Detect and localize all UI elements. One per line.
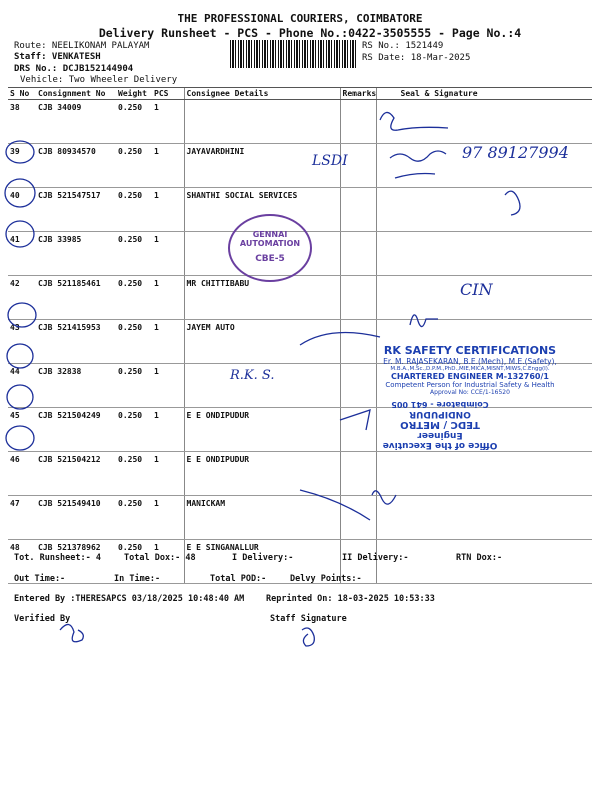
consignment-cell: CJB 521547517	[36, 188, 116, 232]
weight-cell: 0.250	[116, 100, 152, 144]
pcs-cell: 1	[152, 188, 184, 232]
drs-number: DRS No.: DCJB152144904	[14, 64, 134, 74]
stamp-inner-text: CBE-5	[255, 254, 285, 264]
sno-cell: 41	[8, 232, 36, 276]
col-consignee: Consignee Details	[184, 88, 340, 100]
stamp-line: CHARTERED ENGINEER M-132760/1	[391, 372, 549, 381]
rs-date: RS Date: 18-Mar-2025	[362, 53, 471, 63]
in-time: In Time:-	[114, 574, 161, 584]
col-pcs: PCS	[152, 88, 184, 100]
pcs-cell: 1	[152, 276, 184, 320]
weight-cell: 0.250	[116, 144, 152, 188]
consignment-cell: CJB 33985	[36, 232, 116, 276]
consignment-cell: CJB 521504249	[36, 408, 116, 452]
executive-engineer-stamp	[370, 400, 510, 450]
handwritten-phone: 97 89127994	[462, 143, 569, 162]
weight-cell: 0.250	[116, 232, 152, 276]
consignment-cell: CJB 80934570	[36, 144, 116, 188]
weight-cell: 0.250	[116, 452, 152, 496]
weight-cell: 0.250	[116, 408, 152, 452]
entered-by: Entered By :THERESAPCS 03/18/2025 10:48:40 AM	[14, 594, 245, 604]
round-company-stamp	[228, 214, 312, 282]
circle-mark	[8, 303, 36, 327]
runsheet-title: Delivery Runsheet - PCS - Phone No.:0422-3505555 - Page No.:4	[98, 26, 522, 40]
circle-mark	[6, 426, 34, 450]
circle-mark	[5, 179, 35, 207]
sno-cell: 48	[8, 540, 36, 584]
stamp-line: Office of the Executive Engineer	[382, 430, 498, 450]
reprinted-on: Reprinted On: 18-03-2025 10:53:33	[266, 594, 435, 604]
signature-scribble	[390, 151, 446, 161]
signature-scribble	[340, 410, 370, 430]
sno-cell: 46	[8, 452, 36, 496]
circle-mark	[6, 221, 34, 247]
consignment-cell: CJB 521549410	[36, 496, 116, 540]
consignee-cell: MR CHITTIBABU	[184, 276, 340, 320]
staff-signature-label: Staff Signature	[270, 614, 347, 624]
col-weight: Weight	[116, 88, 152, 100]
out-time: Out Time:-	[14, 574, 66, 584]
consignee-cell: JAYEM AUTO	[184, 320, 340, 364]
pcs-cell: 1	[152, 320, 184, 364]
consignee-cell: E E SINGANALLUR	[184, 540, 340, 584]
consignee-cell: JAYAVARDHINI	[184, 144, 340, 188]
handwritten-cin: CIN	[460, 280, 493, 299]
circle-mark	[7, 385, 33, 409]
i-delivery: I Delivery:-	[232, 553, 294, 563]
sno-cell: 43	[8, 320, 36, 364]
consignee-cell: SHANTHI SOCIAL SERVICES	[184, 188, 340, 232]
total-pod: Total POD:-	[210, 574, 267, 584]
company-title: THE PROFESSIONAL COURIERS, COIMBATORE	[177, 12, 423, 25]
rtn-dox: RTN Dox:-	[456, 553, 503, 563]
pcs-cell: 1	[152, 452, 184, 496]
stamp-line: Approval No: CCE/1-16520	[430, 389, 510, 396]
staff-signature-mark	[302, 628, 314, 646]
signature-scribble	[505, 191, 520, 215]
verified-signature	[60, 624, 83, 641]
consignment-cell: CJB 34009	[36, 100, 116, 144]
consignee-cell: MANICKAM	[184, 496, 340, 540]
col-sno: S No	[8, 88, 36, 100]
col-seal-signature: Seal & Signature	[376, 88, 592, 100]
pcs-cell: 1	[152, 408, 184, 452]
col-remarks: Remarks	[340, 88, 376, 100]
weight-cell: 0.250	[116, 496, 152, 540]
weight-cell: 0.250	[116, 320, 152, 364]
pcs-cell: 1	[152, 540, 184, 584]
sno-cell: 39	[8, 144, 36, 188]
staff: Staff: VENKATESH	[14, 52, 101, 62]
weight-cell: 0.250	[116, 364, 152, 408]
sno-cell: 42	[8, 276, 36, 320]
consignment-cell: CJB 521185461	[36, 276, 116, 320]
stamp-line: TEDC / METRO	[400, 419, 480, 430]
pcs-cell: 1	[152, 100, 184, 144]
signature-scribble	[380, 112, 448, 130]
consignment-cell: CJB 521415953	[36, 320, 116, 364]
signature-scribble	[410, 315, 438, 327]
stamp-line: Er. M. RAJASEKARAN, B.E.(Mech), M.E.(Safety),	[383, 357, 557, 366]
pcs-cell: 1	[152, 364, 184, 408]
consignment-cell: CJB 521378962	[36, 540, 116, 584]
weight-cell: 0.250	[116, 276, 152, 320]
consignee-cell: E E ONDIPUDUR	[184, 452, 340, 496]
weight-cell: 0.250	[116, 540, 152, 584]
circle-mark	[7, 344, 33, 368]
rs-number: RS No.: 1521449	[362, 41, 444, 51]
pcs-cell: 1	[152, 232, 184, 276]
consignment-cell: CJB 521504212	[36, 452, 116, 496]
vehicle: Vehicle: Two Wheeler Delivery	[20, 75, 178, 85]
signature-scribble	[372, 491, 396, 504]
sno-cell: 38	[8, 100, 36, 144]
consignee-cell: E E ONDIPUDUR	[184, 408, 340, 452]
signature-scribble	[395, 174, 435, 179]
sno-cell: 45	[8, 408, 36, 452]
pcs-cell: 1	[152, 144, 184, 188]
total-dox: Total Dox:- 48	[124, 553, 196, 563]
stamp-line: Coimbatore - 641 005	[391, 400, 489, 409]
signature-scribble	[300, 490, 370, 520]
ii-delivery: II Delivery:-	[342, 553, 409, 563]
stamp-line: RK SAFETY CERTIFICATIONS	[383, 344, 557, 357]
handwritten-rks: R.K. S.	[230, 368, 275, 383]
stamp-ring-text: GENNAI AUTOMATION	[239, 230, 301, 248]
weight-cell: 0.250	[116, 188, 152, 232]
rk-safety-stamp	[352, 344, 588, 396]
sno-cell: 44	[8, 364, 36, 408]
sno-cell: 47	[8, 496, 36, 540]
sno-cell: 40	[8, 188, 36, 232]
delivery-points: Delvy Points:-	[290, 574, 362, 584]
stamp-line: ONDIPUDUR	[409, 409, 471, 419]
pcs-cell: 1	[152, 496, 184, 540]
col-consignment: Consignment No	[36, 88, 116, 100]
handwritten-lsdi: LSDI	[312, 153, 348, 169]
route: Route: NEELIKONAM PALAYAM	[14, 41, 150, 51]
verified-by: Verified By	[14, 614, 71, 624]
stamp-line: M.B.A.,M.Sc.,D.P.M.,PhD.,MIE,MICA,MISNT,MIWS,C.Engg(I).	[390, 366, 550, 372]
total-runsheet: Tot. Runsheet:- 4	[14, 553, 101, 563]
circle-mark	[6, 141, 34, 163]
consignment-cell: CJB 32838	[36, 364, 116, 408]
stamp-line: Competent Person for Industrial Safety & Health	[385, 381, 555, 389]
